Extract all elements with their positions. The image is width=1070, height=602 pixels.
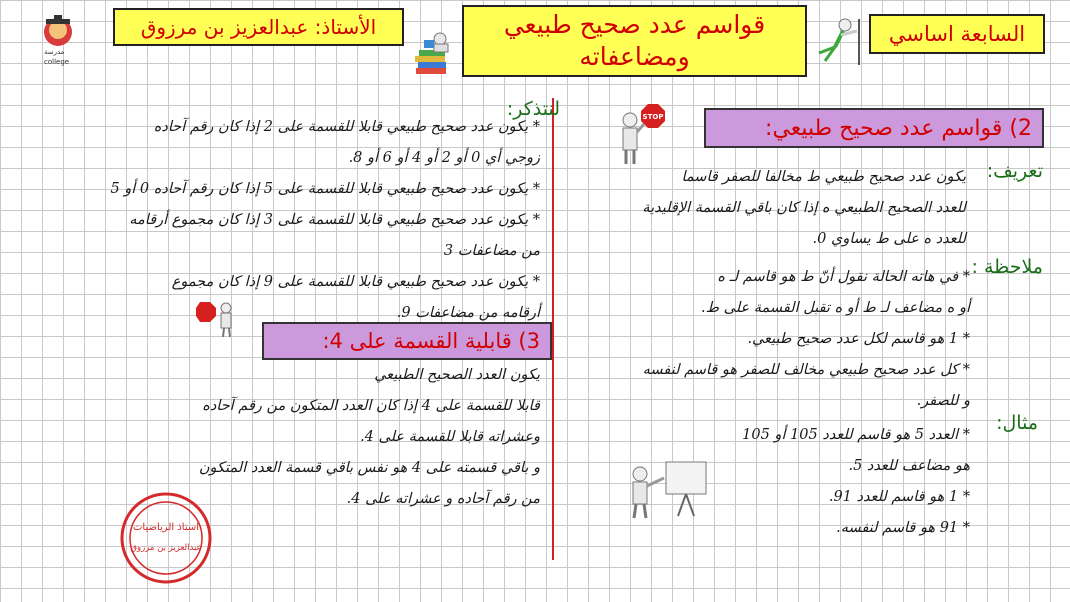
column-divider (552, 98, 554, 560)
section3-text: يكون العدد الصحيح الطبيعي قابلا للقسمة على 4 إذا كان العدد المتكون من رقم آحاده وعشراته قابلا للقسمة على 4. و باقي قسمته على 4 هو نفس باقي قسمة العدد المتكون من رقم آحاده و عشراته على 4. (198, 367, 540, 507)
note-text: * في هاته الحالة نقول أنّ ط هو قاسم لـ ه أو ه مضاعف لـ ط أو ه تقبل القسمة على ط. * 1 هو قاسم لكل عدد صحيح طبيعي. * كل عدد صحيح طبيعي مخالف للصفر هو قاسم لنفسه و للصفر. (642, 269, 970, 409)
logo-line1: مدرسة (44, 48, 65, 56)
grade-label: السابعة اساسي (888, 22, 1026, 46)
reader-books-icon (410, 30, 454, 82)
section2-heading: 2) قواسم عدد صحيح طبيعي: (765, 115, 1032, 141)
section3-heading-box (262, 322, 552, 360)
title-box (462, 5, 807, 77)
section3-heading: 3) قابلية القسمة على 4: (322, 329, 540, 353)
teacher-stamp (118, 490, 214, 586)
grade-box (869, 14, 1045, 54)
stop-sign-person-icon (618, 100, 666, 166)
title-line1: قواسم عدد صحيح طبيعي (503, 10, 766, 39)
school-logo (34, 12, 98, 70)
definition-text: يكون عدد صحيح طبيعي ط مخالفا للصفر قاسما للعدد الصحيح الطبيعي ه إذا كان باقي القسمة الإقليدية للعدد ه على ط يساوي 0. (642, 169, 966, 247)
stop-sign-text: STOP (642, 113, 664, 121)
reminder-text: * يكون عدد صحيح طبيعي قابلا للقسمة على 2 إذا كان رقم آحاده زوجي أي 0 أو 2 أو 4 أو 6 أو 8. * يكون عدد صحيح طبيعي قابلا للقسمة على 5 إذا كان رقم آحاده 0 أو 5 * يكون عدد صحيح طبيعي قابلا للقسمة على 3 إذا كان مجموع أرقامه من مضاعفات 3 * يكون عدد صحيح طبيعي قابلا للقسمة على 9 إذا كان مجموع أرقامه من مضاعفات 9. (110, 119, 540, 321)
stamp-top: استاذ الرياضيات (133, 522, 199, 533)
example-label: مثال: (996, 412, 1038, 434)
presenter-board-icon (622, 458, 714, 520)
stamp-bottom: عبدالعزيز بن مرزوق (130, 543, 202, 553)
note-label: ملاحظة : (971, 256, 1043, 278)
logo-icon (34, 12, 98, 70)
jumping-person-icon (815, 15, 863, 67)
logo-line2: college (44, 58, 70, 66)
teacher-name-box (113, 8, 404, 46)
reminder-label: لنتذكر: (506, 98, 560, 120)
stop-sign-person-small-icon (196, 298, 240, 338)
example-text: * العدد 5 هو قاسم للعدد 105 أو 105 هو مضاعف للعدد 5. * 1 هو قاسم للعدد 91. * 91 هو قاسم لنفسه. (742, 427, 970, 536)
definition-label: تعريف: (986, 160, 1043, 182)
teacher-name: الأستاذ: عبدالعزيز بن مرزوق (140, 15, 377, 39)
title-line2: ومضاعفاته (579, 42, 690, 71)
section2-heading-box (704, 108, 1044, 148)
